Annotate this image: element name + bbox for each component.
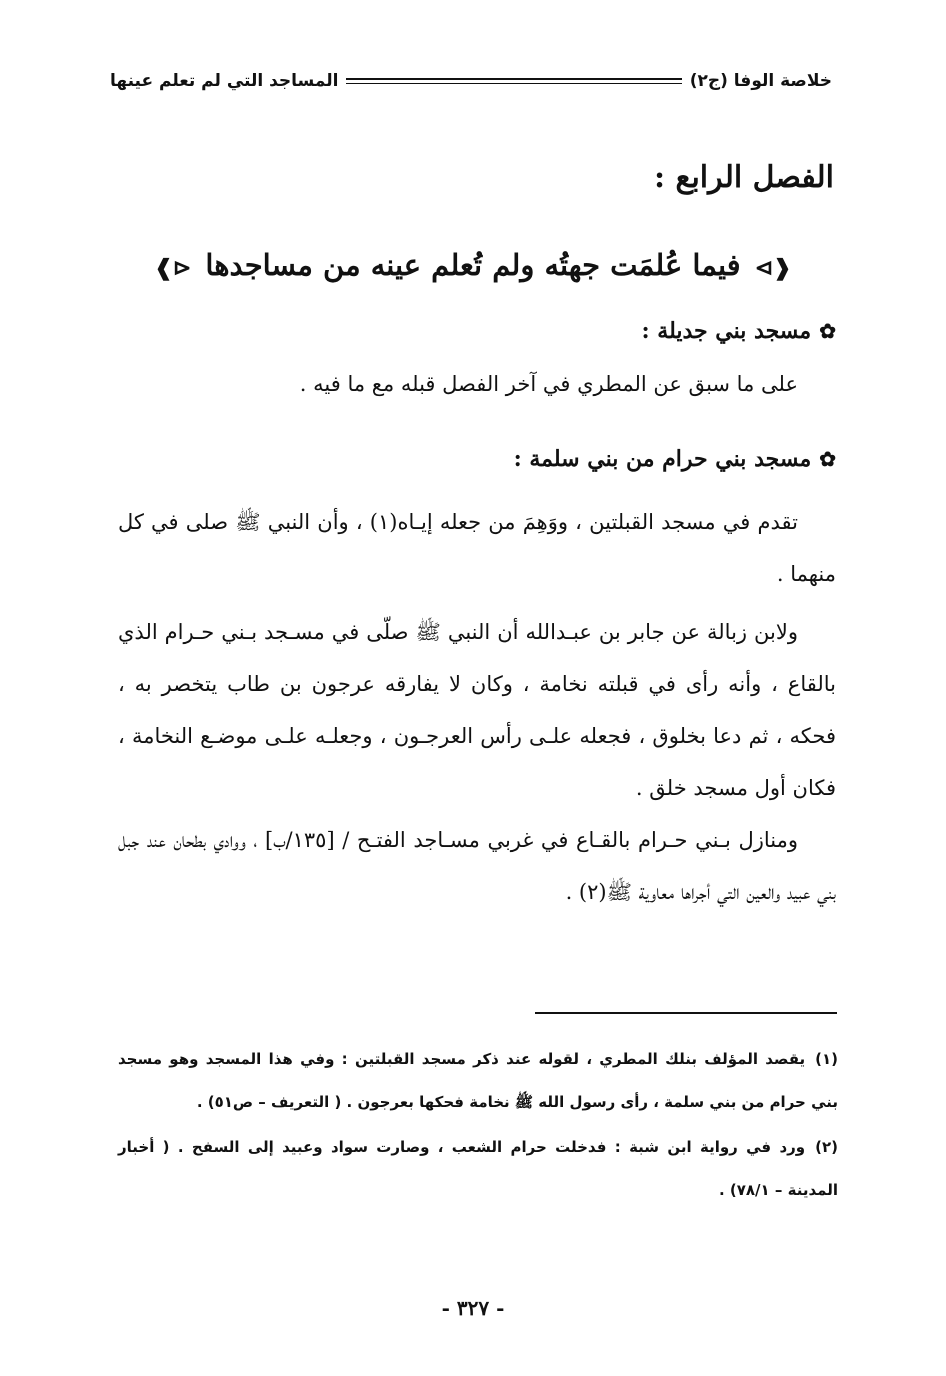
bracket-ornament-icon: ⊲❱: [154, 255, 192, 281]
section-title-text: فيما عُلمَت جهتُه ولم تُعلم عينه من مساجدها: [205, 248, 741, 282]
chapter-name: المساجد التي لم تعلم عينها: [110, 71, 339, 91]
flower-icon: ✿: [819, 319, 836, 343]
footnote-number: (٢): [815, 1138, 838, 1156]
running-header: [110, 66, 832, 96]
bracket-ornament-icon: ❰⊳: [754, 255, 792, 281]
subsection-heading: [642, 318, 836, 344]
subsection-heading-text: مسجد بني حرام من بني سلمة :: [513, 446, 812, 472]
footnote: [118, 1038, 838, 1124]
footnote-text: يقصد المؤلف بنلك المطري ، لقوله عند ذكر مسجد القبلتين : وفي هذا المسجد وهو مسجد بني حرام من بني سلمة ، رأى رسول الله ﷺ نخامة فحكها بعرجون . ( التعريف – ص٥١) .: [118, 1050, 838, 1111]
subsection-heading-text: مسجد بني جديلة :: [641, 318, 812, 344]
flower-icon: ✿: [819, 447, 836, 471]
book-title: خلاصة الوفا (ج٢): [689, 71, 832, 91]
paragraph: ولابن زبالة عن جابر بن عبـدالله أن النبي ﷺ صلّى في مسـجد بـني حـرام الذي بالقاع ، وأنه رأى في قبلته نخامة ، وكان لا يفارقه عرجون بن طاب يتخصر به ، فحكه ، ثم دعا بخلوق ، فجعله علـى رأس العرجـون ، وجعلـه علـى موضـع النخامة ، فكان أول مسجد خلق .: [118, 620, 836, 800]
footnote: [118, 1126, 838, 1212]
subsection-heading: [514, 446, 836, 472]
footnote-divider: [535, 1012, 837, 1014]
footnote-number: (١): [815, 1050, 838, 1068]
chapter-title: الفصل الرابع :: [653, 160, 834, 195]
header-rule: [346, 78, 681, 84]
paragraph: تقدم في مسجد القبلتين ، ووَهِمَ من جعله إيـاه(١) ، وأن النبي ﷺ صلى في كل منهما .: [118, 510, 836, 586]
footnote-text: ورد في رواية ابن شبة : فدخلت حرام الشعب ، وصارت سواد وعبيد إلى السفح . ( أخبار المدينة – ٧٨/١) .: [118, 1138, 838, 1199]
section-title: [0, 248, 946, 282]
paragraph: ومنازل بـني حـرام بالقـاع في غربي مسـاجد الفتـح / [١٣٥/ب] ، ووادي بطحان عند جبل بني عبيد والعين التي أجراها معاوية ﷺ(٢) .: [118, 828, 836, 904]
paragraph: على ما سبق عن المطري في آخر الفصل قبله مع ما فيه .: [299, 372, 798, 396]
page-number: - ٣٢٧ -: [441, 1296, 505, 1320]
